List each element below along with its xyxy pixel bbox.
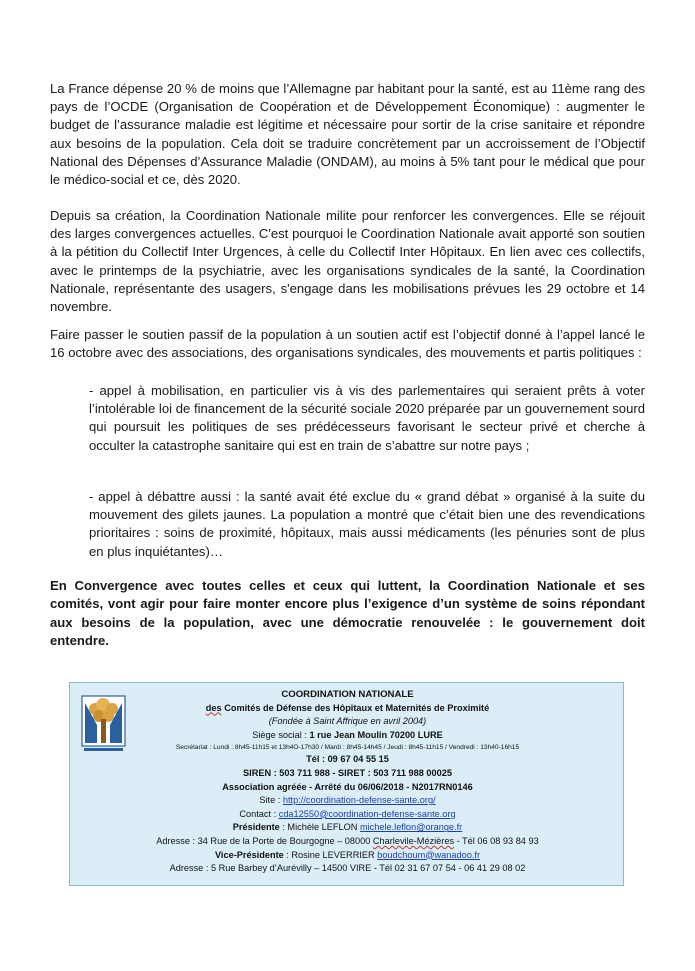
bullet-mobilisation: - appel à mobilisation, en particulier vis à vis des parlementaires qui seraient prêts à voter l’intolérable loi de financement de la sécurité sociale 2020 préparée par un gouvernement sourd qui poursuit les politiques de ses prédécesseurs favorisant le secteur privé et cherche à occulter la catastrophe sanitaire qui est en train de s’abattre sur notre pays ;	[89, 383, 645, 453]
footer-address-1-start: Adresse : 34 Rue de la Porte de Bourgogne – 08000	[156, 835, 373, 846]
footer-vice-president-name: : Rosine LEVERRIER	[283, 849, 378, 860]
footer-subtitle-des: des	[205, 702, 222, 713]
organization-footer	[69, 682, 624, 886]
footer-text-block	[70, 688, 625, 876]
footer-contact	[70, 808, 625, 822]
footer-founded: (Fondée à Saint Affrique en avril 2004)	[268, 716, 427, 727]
footer-vice-president-email-link[interactable]: boudchoum@wanadoo.fr	[377, 849, 481, 860]
footer-vice-president-label: Vice-Présidente	[214, 849, 284, 860]
footer-subtitle-rest: Comités de Défense des Hôpitaux et Maternités de Proximité	[221, 702, 490, 713]
footer-agreement: Association agréée - Arrêté du 06/06/2018 - N2017RN0146	[222, 781, 473, 792]
paragraph-convergences: Depuis sa création, la Coordination Nationale milite pour renforcer les convergences. Elle se réjouit des larges convergences actuelles. C'est pourquoi le Coordination Nationale avait apporté son soutien à la pétition du Collectif Inter Urgences, à celle du Collectif Inter Hôpitaux. En lien avec ces collectifs, avec le printemps de la psychiatrie, avec les organisations syndicales de la santé, la Coordination Nationale, représentante des usagers, s'engage dans les mobilisations prévues les 29 octobre et 14 novembre.	[50, 208, 645, 315]
footer-contact-label: Contact :	[239, 808, 279, 819]
footer-president-name: : Michèle LEFLON	[279, 822, 360, 833]
footer-siege	[70, 729, 625, 743]
footer-siege-label: Siège social :	[252, 729, 310, 740]
footer-site	[70, 794, 625, 808]
bullet-debate: - appel à débattre aussi : la santé avait été exclue du « grand débat » organisé à la suite du mouvement des gilets jaunes. La population a montré que c’était bien une des revendications prioritaires : soins de proximité, hôpitaux, mais aussi médicaments (les pénuries sont de plus en plus inquiétantes)…	[89, 489, 645, 559]
footer-president-email-link[interactable]: michele.leflon@orange.fr	[359, 822, 463, 833]
footer-president	[70, 821, 625, 835]
footer-address-1-end: - Tél 06 08 93 84 93	[454, 835, 539, 846]
footer-contact-email-link[interactable]: cda12550@coordination-defense-sante.org	[278, 808, 456, 819]
footer-secretariat-hours: Secrétariat : Lundi : 8h45-11h15 et 13h4O-17h30 / Mardi : 8h45-14h45 / Jeudi : 8h45-11h15 / Vendredi : 13h40-16h15	[175, 744, 520, 752]
paragraph-appeal: Faire passer le soutien passif de la population à un soutien actif est l’objectif donné à l’appel lancé le 16 octobre avec des associations, des organisations syndicales, des mouvements et partis politiques :	[50, 327, 645, 361]
footer-address-2: Adresse : 5 Rue Barbey d’Aurévilly – 14500 VIRE - Tél 02 31 67 07 54 - 06 41 29 08 02	[169, 863, 526, 874]
footer-subtitle	[70, 702, 625, 716]
footer-telephone: Tél : 09 67 04 55 15	[306, 754, 389, 765]
footer-vice-president	[70, 849, 625, 863]
footer-address-1-city: Charlevile-Mézières	[372, 835, 455, 846]
footer-president-label: Présidente	[232, 822, 280, 833]
paragraph-budget: La France dépense 20 % de moins que l’Allemagne par habitant pour la santé, est au 11ème rang des pays de l’OCDE (Organisation de Coopération et de Développement Économique) : augmenter le budget de l’assurance maladie est légitime et nécessaire pour sortir de la crise sanitaire et répondre aux besoins de la population. Cela doit se traduire concrètement par un accroissement de l’Objectif National des Dépenses d’Assurance Maladie (ONDAM), au moins à 5% tant pour le médical que pour le médico-social et ce, dès 2020.	[50, 81, 645, 188]
footer-siege-value: 1 rue Jean Moulin 70200 LURE	[309, 729, 443, 740]
footer-site-link[interactable]: http://coordination-defense-sante.org/	[282, 795, 436, 806]
conclusion-paragraph: En Convergence avec toutes celles et ceux qui luttent, la Coordination Nationale et ses comités, vont agir pour faire monter encore plus l’exigence d’un système de soins répondant aux besoins de la population, avec une démocratie renouvelée : le gouvernement doit entendre.	[50, 578, 645, 649]
footer-site-label: Site :	[259, 795, 283, 806]
footer-siren-siret: SIREN : 503 711 988 - SIRET : 503 711 988 00025	[243, 767, 452, 778]
footer-title: COORDINATION NATIONALE	[281, 689, 414, 700]
footer-address-1	[70, 835, 625, 849]
